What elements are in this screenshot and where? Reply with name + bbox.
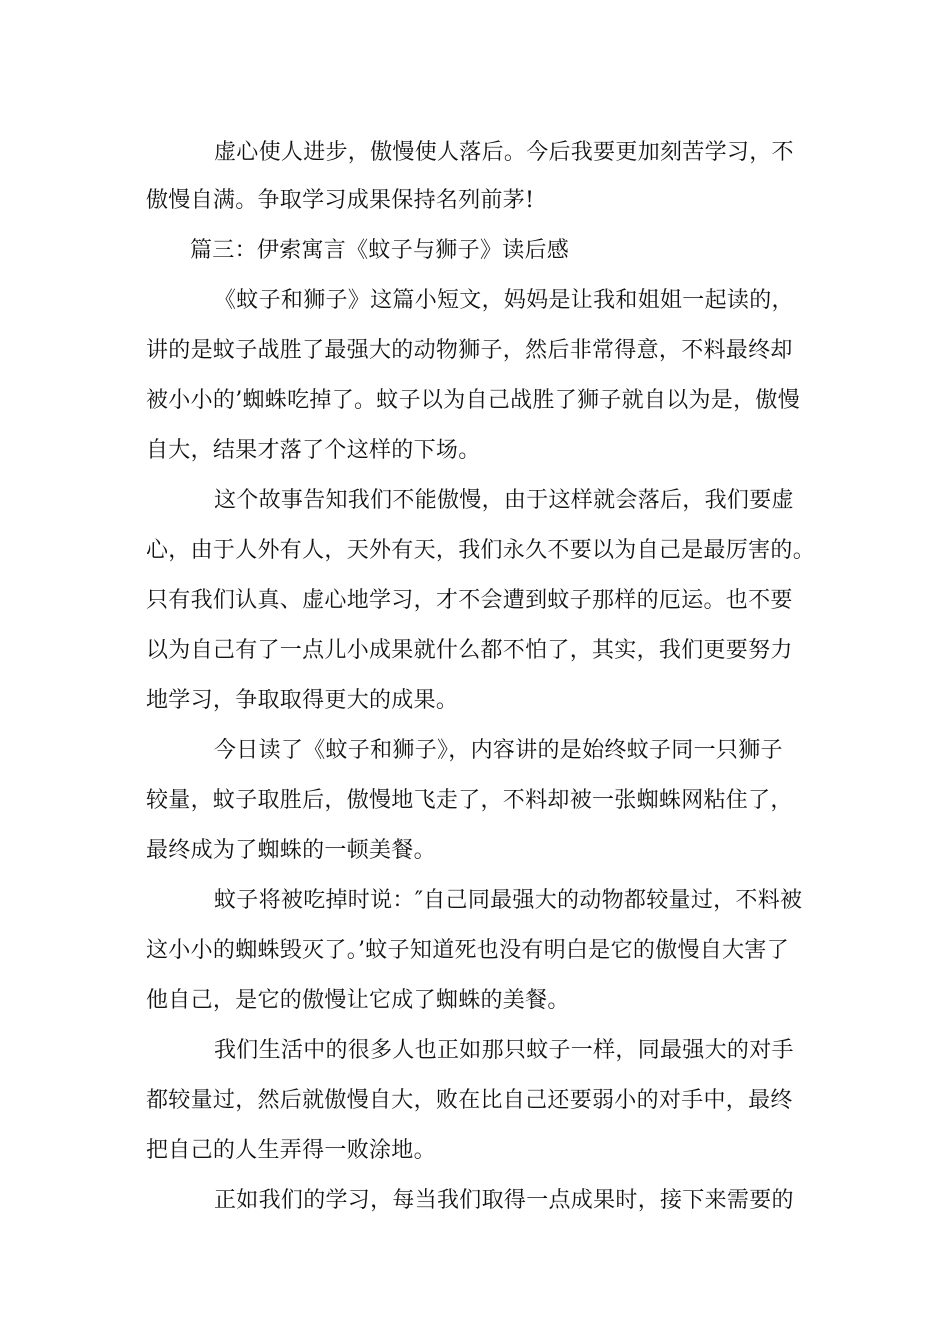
paragraph-line: 虚心使人进步，傲慢使人落后。今后我要更加刻苦学习，不 xyxy=(214,140,794,165)
paragraph-line: 我们生活中的很多人也正如那只蚊子一样，同最强大的对手 xyxy=(214,1038,794,1063)
paragraph-line: 《蚊子和狮子》这篇小短文，妈妈是让我和姐姐一起读的， xyxy=(214,288,794,313)
paragraph-line: 把自己的人生弄得一败涂地。 xyxy=(146,1138,436,1163)
paragraph-line: 傲慢自满。争取学习成果保持名列前茅! xyxy=(146,188,535,213)
paragraph-line: 正如我们的学习，每当我们取得一点成果时，接下来需要的 xyxy=(214,1188,794,1213)
paragraph-line: 自大，结果才落了个这样的下场。 xyxy=(146,438,481,463)
paragraph-line: 今日读了《蚊子和狮子》，内容讲的是始终蚊子同一只狮子 xyxy=(214,738,783,763)
paragraph-line: 都较量过，然后就傲慢自大，败在比自己还要弱小的对手中，最终 xyxy=(146,1088,793,1113)
paragraph-line: 这个故事告知我们不能傲慢，由于这样就会落后，我们要虚 xyxy=(214,488,794,513)
paragraph-line: 较量，蚊子取胜后，傲慢地飞走了，不料却被一张蜘蛛网粘住了， xyxy=(146,788,793,813)
paragraph-line: 最终成为了蜘蛛的一顿美餐。 xyxy=(146,838,436,863)
paragraph-line: 以为自己有了一点儿小成果就什么都不怕了，其实，我们更要努力 xyxy=(146,638,793,663)
paragraph-line: 蚊子将被吃掉时说：″自己同最强大的动物都较量过，不料被 xyxy=(214,888,803,913)
paragraph-line: 讲的是蚊子战胜了最强大的动物狮子，然后非常得意，不料最终却 xyxy=(146,338,793,363)
paragraph-line: 这小小的蜘蛛毁灭了。’蚊子知道死也没有明白是它的傲慢自大害了 xyxy=(146,938,789,963)
paragraph-line: 被小小的’蜘蛛吃掉了。蚊子以为自己战胜了狮子就自以为是，傲慢 xyxy=(146,388,800,413)
section-heading: 篇三：伊索寓言《蚊子与狮子》读后感 xyxy=(190,238,570,263)
paragraph-line: 只有我们认真、虚心地学习，才不会遭到蚊子那样的厄运。也不要 xyxy=(146,588,793,613)
paragraph-line: 地学习，争取取得更大的成果。 xyxy=(146,688,459,713)
paragraph-line: 他自己，是它的傲慢让它成了蜘蛛的美餐。 xyxy=(146,988,570,1013)
paragraph-line: 心，由于人外有人，天外有天，我们永久不要以为自己是最厉害的。 xyxy=(146,538,816,563)
